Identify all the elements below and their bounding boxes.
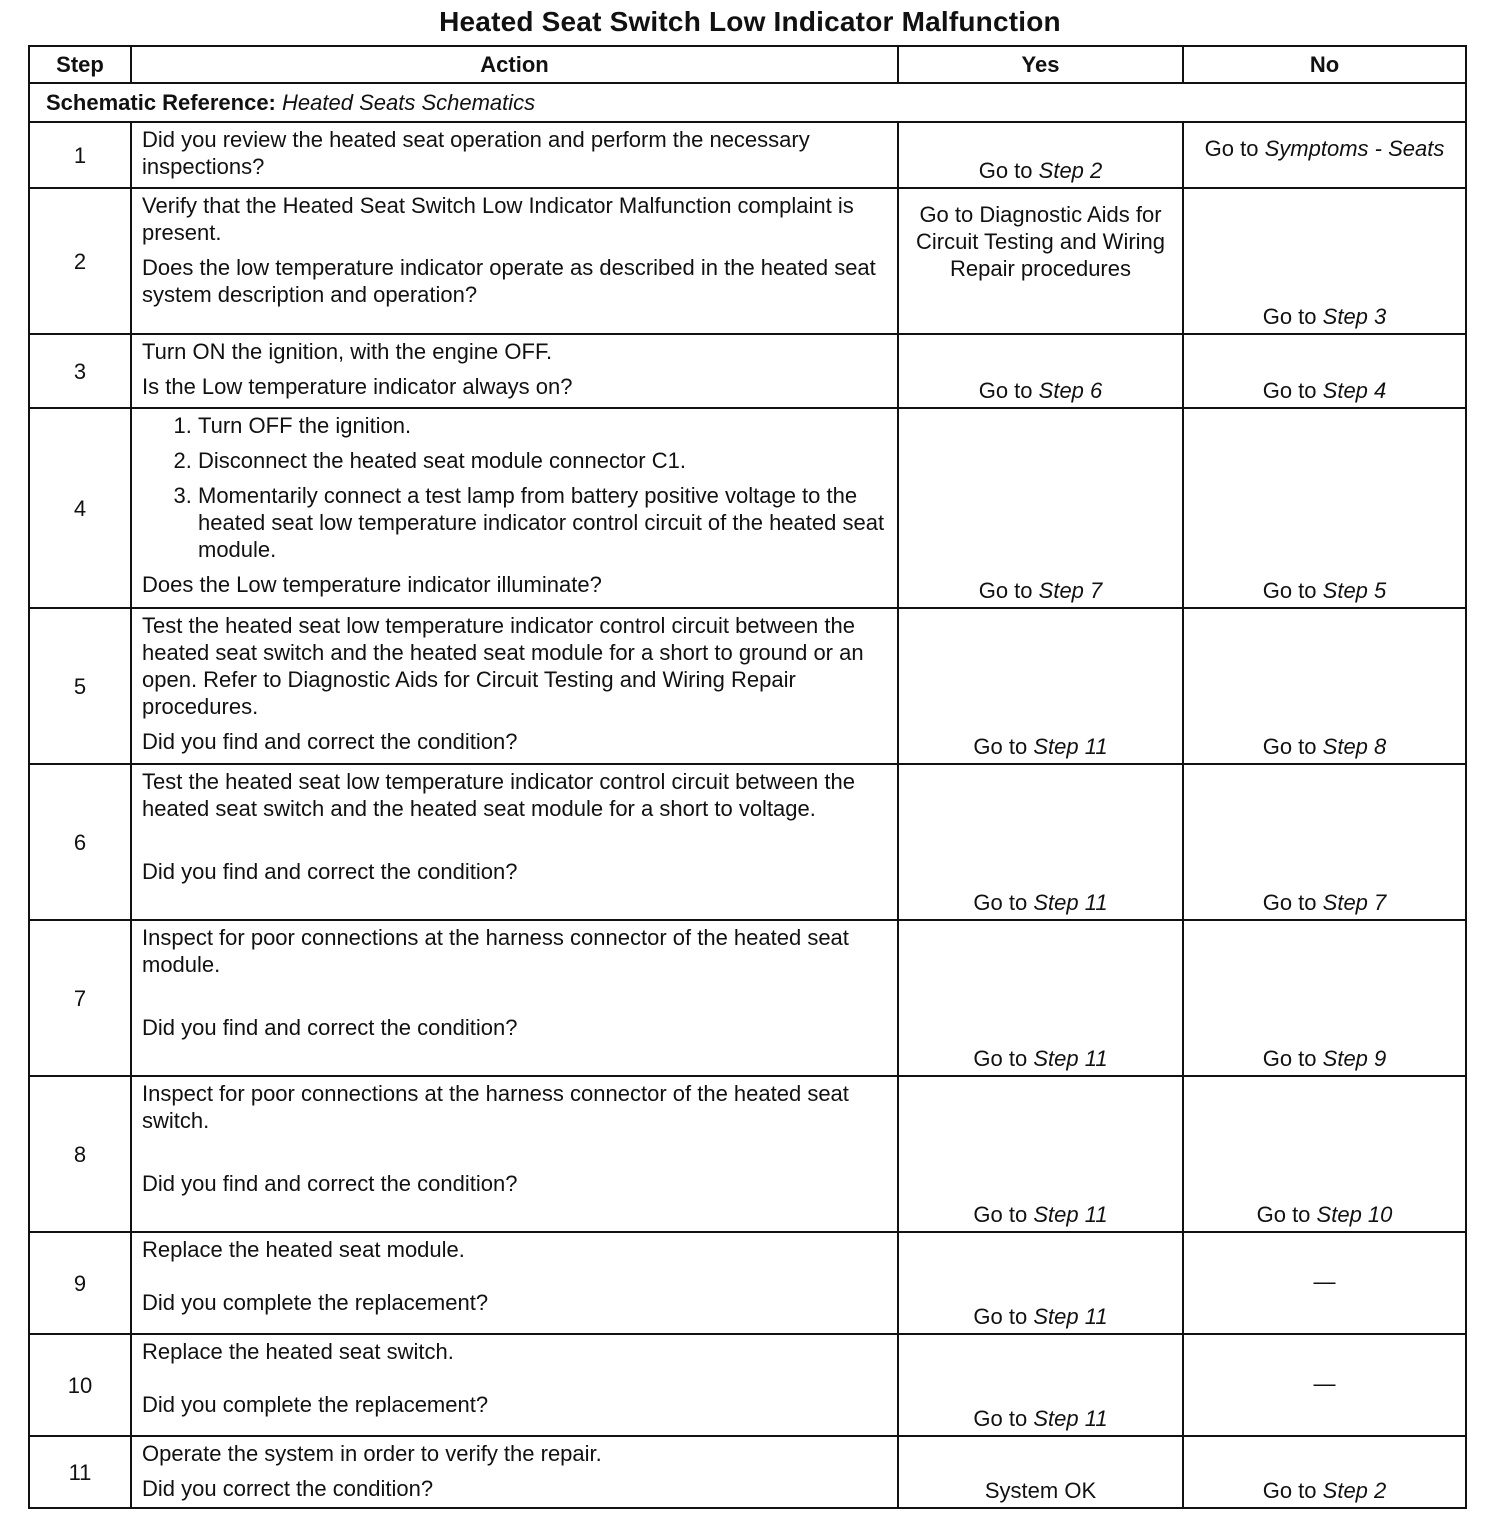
yes-result-text: System OK bbox=[984, 1478, 1097, 1503]
no-result-target-link: Symptoms - Seats bbox=[1264, 136, 1445, 161]
no-result-target-link: Step 10 bbox=[1316, 1202, 1393, 1227]
yes-result-cell bbox=[898, 920, 1183, 1076]
action-question: Does the low temperature indicator operate as described in the heated seat system description and operation? bbox=[142, 255, 876, 307]
no-result-cell bbox=[1183, 1334, 1466, 1436]
no-result-prefix: Go to bbox=[1256, 1202, 1311, 1227]
step-number: 10 bbox=[29, 1334, 131, 1436]
action-question: Did you complete the replacement? bbox=[142, 1392, 489, 1417]
action-step-item: 1. Turn OFF the ignition. bbox=[198, 412, 887, 439]
yes-result-target-link: Step 11 bbox=[1033, 734, 1108, 759]
step-row bbox=[29, 334, 1466, 408]
step-number: 8 bbox=[29, 1076, 131, 1232]
no-result-cell bbox=[1183, 1076, 1466, 1232]
step-row bbox=[29, 188, 1466, 334]
action-question: Is the Low temperature indicator always on? bbox=[142, 374, 573, 399]
schematic-reference bbox=[29, 83, 1466, 122]
yes-result-target-link: Step 11 bbox=[1033, 1046, 1108, 1071]
no-result-prefix: Go to bbox=[1262, 1046, 1317, 1071]
no-result-prefix: Go to bbox=[1262, 734, 1317, 759]
yes-result-target-link: Step 11 bbox=[1033, 1406, 1108, 1431]
step-number: 5 bbox=[29, 608, 131, 764]
diagnostic-table-body bbox=[29, 46, 1466, 1508]
action-cell bbox=[131, 920, 898, 1076]
yes-result-cell bbox=[898, 408, 1183, 608]
step-row bbox=[29, 920, 1466, 1076]
yes-result-cell bbox=[898, 608, 1183, 764]
action-instruction: Test the heated seat low temperature indicator control circuit between the heated seat switch and the heated seat module for a short to voltage. bbox=[142, 769, 855, 821]
action-question: Did you find and correct the condition? bbox=[142, 1171, 518, 1196]
action-instruction: Replace the heated seat switch. bbox=[142, 1339, 454, 1364]
schematic-reference-value: Heated Seats Schematics bbox=[282, 90, 536, 115]
step-number: 9 bbox=[29, 1232, 131, 1334]
action-instruction: Operate the system in order to verify the repair. bbox=[142, 1441, 602, 1466]
no-result-prefix: Go to bbox=[1262, 1478, 1317, 1503]
yes-result-cell bbox=[898, 122, 1183, 188]
no-result-cell bbox=[1183, 1436, 1466, 1508]
step-number: 4 bbox=[29, 408, 131, 608]
action-step-item: 2. Disconnect the heated seat module connector C1. bbox=[198, 447, 887, 474]
no-result-prefix: Go to bbox=[1204, 136, 1259, 161]
yes-result-prefix: Go to bbox=[973, 1202, 1028, 1227]
diagnostic-table bbox=[28, 45, 1467, 1509]
yes-result-target-link: Step 11 bbox=[1033, 1304, 1108, 1329]
no-result-cell bbox=[1183, 1232, 1466, 1334]
action-steps-list bbox=[142, 412, 887, 563]
step-number: 3 bbox=[29, 334, 131, 408]
yes-result-cell bbox=[898, 334, 1183, 408]
yes-result-target-link: Step 7 bbox=[1038, 578, 1103, 603]
action-cell bbox=[131, 764, 898, 920]
schematic-reference-row bbox=[29, 83, 1466, 122]
yes-result-prefix: Go to bbox=[973, 1406, 1028, 1431]
yes-result-prefix: Go to bbox=[978, 578, 1033, 603]
yes-result-prefix: Go to bbox=[978, 378, 1033, 403]
yes-result-prefix: Go to bbox=[973, 890, 1028, 915]
yes-result-prefix: Go to bbox=[973, 1304, 1028, 1329]
step-row bbox=[29, 1334, 1466, 1436]
step-number: 2 bbox=[29, 188, 131, 334]
yes-result-target-link: Step 11 bbox=[1033, 890, 1108, 915]
action-question: Did you find and correct the condition? bbox=[142, 859, 518, 884]
step-row bbox=[29, 1232, 1466, 1334]
step-number: 11 bbox=[29, 1436, 131, 1508]
step-row bbox=[29, 408, 1466, 608]
no-result-cell bbox=[1183, 920, 1466, 1076]
yes-result-prefix: Go to bbox=[973, 1046, 1028, 1071]
step-row bbox=[29, 1076, 1466, 1232]
no-result-target-link: Step 9 bbox=[1322, 1046, 1387, 1071]
no-result-text: — bbox=[1313, 1269, 1336, 1294]
no-result-target-link: Step 3 bbox=[1322, 304, 1387, 329]
step-number: 7 bbox=[29, 920, 131, 1076]
no-result-target-link: Step 8 bbox=[1322, 734, 1387, 759]
action-question: Does the Low temperature indicator illuminate? bbox=[142, 572, 602, 597]
action-cell bbox=[131, 1076, 898, 1232]
column-header-no: No bbox=[1183, 46, 1466, 83]
no-result-target-link: Step 2 bbox=[1322, 1478, 1387, 1503]
yes-result-text: Go to Diagnostic Aids for Circuit Testing and Wiring Repair procedures bbox=[915, 202, 1166, 281]
column-header-step: Step bbox=[29, 46, 131, 83]
action-instruction: Replace the heated seat module. bbox=[142, 1237, 465, 1262]
action-cell bbox=[131, 334, 898, 408]
action-cell bbox=[131, 408, 898, 608]
action-instruction: Verify that the Heated Seat Switch Low Indicator Malfunction complaint is present. bbox=[142, 193, 854, 245]
no-result-prefix: Go to bbox=[1262, 378, 1317, 403]
step-row bbox=[29, 122, 1466, 188]
no-result-cell bbox=[1183, 122, 1466, 188]
no-result-target-link: Step 4 bbox=[1322, 378, 1387, 403]
no-result-text: — bbox=[1313, 1371, 1336, 1396]
action-cell bbox=[131, 1232, 898, 1334]
action-question: Did you find and correct the condition? bbox=[142, 729, 518, 754]
action-instruction: Inspect for poor connections at the harness connector of the heated seat switch. bbox=[142, 1081, 849, 1133]
action-question: Did you review the heated seat operation and perform the necessary inspections? bbox=[142, 127, 810, 179]
yes-result-cell bbox=[898, 764, 1183, 920]
action-instruction: Turn ON the ignition, with the engine OFF. bbox=[142, 339, 553, 364]
no-result-target-link: Step 7 bbox=[1322, 890, 1387, 915]
no-result-cell bbox=[1183, 334, 1466, 408]
header-row bbox=[29, 46, 1466, 83]
yes-result-prefix: Go to bbox=[978, 158, 1033, 183]
no-result-prefix: Go to bbox=[1262, 578, 1317, 603]
action-question: Did you find and correct the condition? bbox=[142, 1015, 518, 1040]
action-instruction: Inspect for poor connections at the harness connector of the heated seat module. bbox=[142, 925, 849, 977]
yes-result-prefix: Go to bbox=[973, 734, 1028, 759]
action-instruction: Test the heated seat low temperature indicator control circuit between the heated seat switch and the heated seat module for a short to ground or an open. Refer to Diagnostic Aids for Circuit Testing and Wiring Repair procedures. bbox=[142, 613, 864, 719]
yes-result-target-link: Step 6 bbox=[1038, 378, 1103, 403]
step-row bbox=[29, 1436, 1466, 1508]
action-step-item: 3. Momentarily connect a test lamp from battery positive voltage to the heated seat low temperature indicator control circuit of the heated seat module. bbox=[198, 482, 887, 563]
no-result-prefix: Go to bbox=[1262, 304, 1317, 329]
yes-result-target-link: Step 2 bbox=[1038, 158, 1103, 183]
page-title: Heated Seat Switch Low Indicator Malfunction bbox=[439, 6, 1061, 37]
step-number: 1 bbox=[29, 122, 131, 188]
yes-result-cell bbox=[898, 1436, 1183, 1508]
yes-result-cell bbox=[898, 1334, 1183, 1436]
no-result-target-link: Step 5 bbox=[1322, 578, 1387, 603]
step-row bbox=[29, 764, 1466, 920]
yes-result-target-link: Step 11 bbox=[1033, 1202, 1108, 1227]
action-question: Did you complete the replacement? bbox=[142, 1290, 489, 1315]
yes-result-cell bbox=[898, 1076, 1183, 1232]
no-result-cell bbox=[1183, 408, 1466, 608]
no-result-cell bbox=[1183, 608, 1466, 764]
no-result-cell bbox=[1183, 188, 1466, 334]
action-cell bbox=[131, 608, 898, 764]
column-header-yes: Yes bbox=[898, 46, 1183, 83]
action-cell bbox=[131, 1436, 898, 1508]
schematic-reference-label: Schematic Reference: bbox=[46, 90, 276, 115]
no-result-prefix: Go to bbox=[1262, 890, 1317, 915]
action-cell bbox=[131, 122, 898, 188]
action-cell bbox=[131, 188, 898, 334]
step-row bbox=[29, 608, 1466, 764]
action-question: Did you correct the condition? bbox=[142, 1476, 434, 1501]
no-result-cell bbox=[1183, 764, 1466, 920]
yes-result-cell bbox=[898, 1232, 1183, 1334]
action-cell bbox=[131, 1334, 898, 1436]
yes-result-cell bbox=[898, 188, 1183, 334]
step-number: 6 bbox=[29, 764, 131, 920]
column-header-action: Action bbox=[131, 46, 898, 83]
